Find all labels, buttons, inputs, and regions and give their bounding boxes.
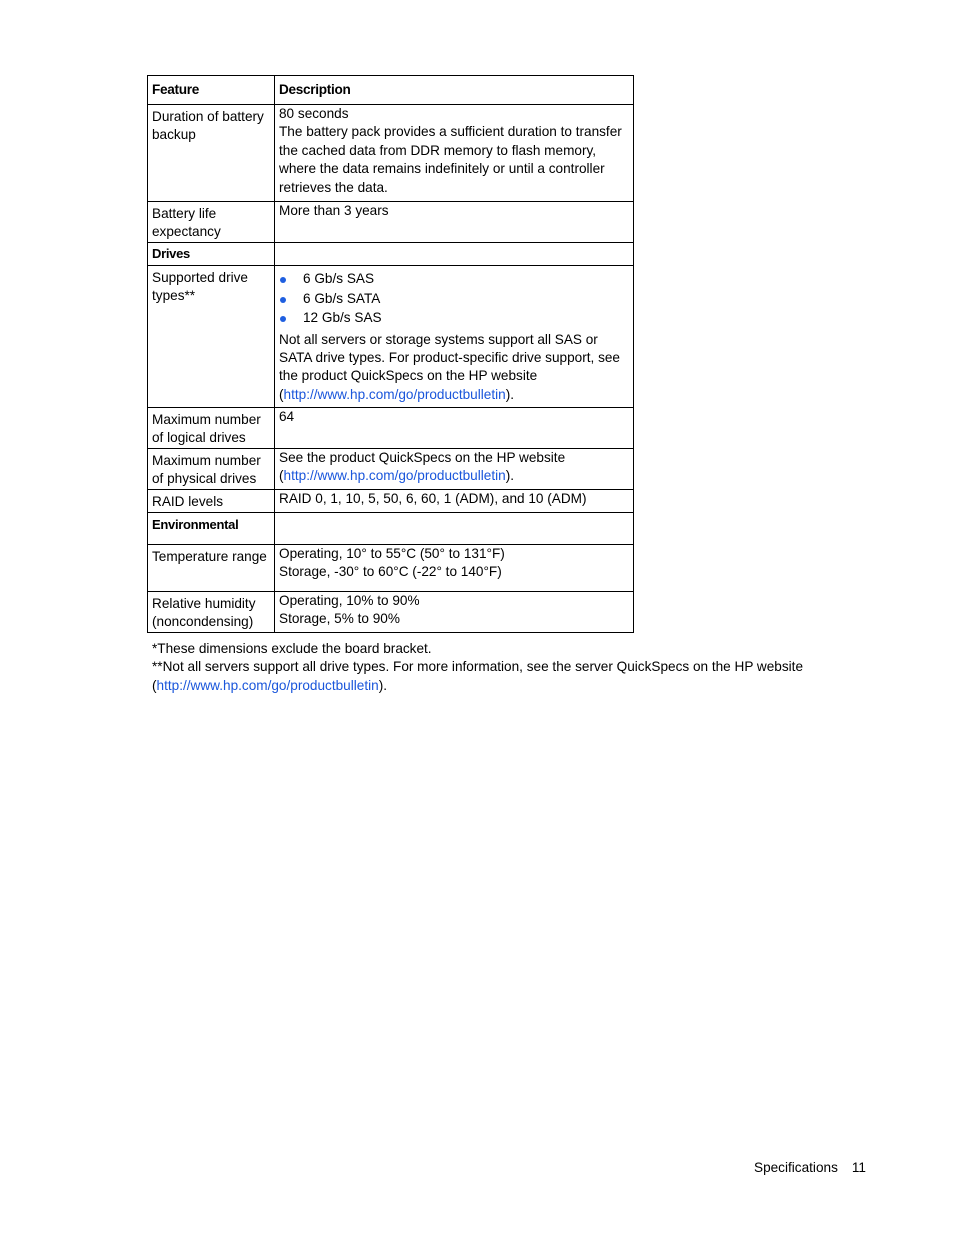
specifications-table [147, 75, 634, 633]
feature-temperature: Temperature range [148, 545, 275, 592]
table-row [148, 202, 634, 243]
feature-logical-drives: Maximum number of logical drives [148, 408, 275, 449]
feature-raid-levels: RAID levels [148, 490, 275, 513]
footnotes [152, 640, 852, 695]
header-description: Description [275, 76, 634, 105]
list-item: 6 Gb/s SAS [279, 270, 629, 290]
section-empty-cell [275, 243, 634, 266]
description-logical-drives: 64 [275, 408, 634, 449]
bullet-icon [280, 297, 286, 303]
bullet-icon [280, 277, 286, 283]
section-title-environmental: Environmental [148, 513, 275, 545]
page-number: 11 [851, 1160, 866, 1175]
drive-types-note: Not all servers or storage systems support all SAS or SATA drive types. For product-specific drive support, see the product QuickSpecs on the HP website (http://www.hp.com/go/productbulletin). [279, 331, 620, 402]
footnote-1: *These dimensions exclude the board bracket. [152, 641, 432, 656]
table-row [148, 449, 634, 490]
section-row-drives [148, 243, 634, 266]
footer-section-title: Specifications [754, 1160, 838, 1175]
productbulletin-link[interactable]: http://www.hp.com/go/productbulletin [156, 677, 379, 693]
description-battery-life: More than 3 years [275, 202, 634, 243]
list-item: 6 Gb/s SATA [279, 290, 629, 310]
table-row [148, 266, 634, 408]
table-row [148, 408, 634, 449]
feature-humidity: Relative humidity (noncondensing) [148, 592, 275, 633]
list-item: 12 Gb/s SAS [279, 309, 629, 329]
table-header-row [148, 76, 634, 105]
table-row [148, 545, 634, 592]
battery-backup-value: 80 seconds [279, 106, 349, 121]
feature-battery-life: Battery life expectancy [148, 202, 275, 243]
description-physical-drives: See the product QuickSpecs on the HP website (http://www.hp.com/go/productbulletin). [275, 449, 634, 490]
footnote-2: **Not all servers support all drive types. For more information, see the server QuickSpecs on the HP website (http://www.hp.com/go/productbulletin). [152, 659, 804, 693]
page-footer [754, 1159, 866, 1177]
productbulletin-link[interactable]: http://www.hp.com/go/productbulletin [283, 386, 506, 402]
table-row [148, 490, 634, 513]
battery-backup-detail: The battery pack provides a sufficient duration to transfer the cached data from DDR memory to flash memory, where the data remains indefinitely or until a controller retrieves the data. [279, 124, 622, 195]
feature-battery-backup: Duration of battery backup [148, 105, 275, 202]
drive-types-list [279, 270, 629, 329]
description-humidity: Operating, 10% to 90% Storage, 5% to 90% [275, 592, 634, 633]
description-temperature: Operating, 10° to 55°C (50° to 131°F) Storage, -30° to 60°C (-22° to 140°F) [275, 545, 634, 592]
section-title-drives: Drives [148, 243, 275, 266]
description-raid-levels: RAID 0, 1, 10, 5, 50, 6, 60, 1 (ADM), and 10 (ADM) [275, 490, 634, 513]
productbulletin-link[interactable]: http://www.hp.com/go/productbulletin [283, 468, 506, 484]
description-drive-types [275, 266, 634, 408]
section-empty-cell [275, 513, 634, 545]
table-row [148, 105, 634, 202]
header-feature: Feature [148, 76, 275, 105]
description-battery-backup [275, 105, 634, 202]
section-row-environmental [148, 513, 634, 545]
feature-physical-drives: Maximum number of physical drives [148, 449, 275, 490]
bullet-icon [280, 316, 286, 322]
table-row [148, 592, 634, 633]
feature-drive-types: Supported drive types** [148, 266, 275, 408]
